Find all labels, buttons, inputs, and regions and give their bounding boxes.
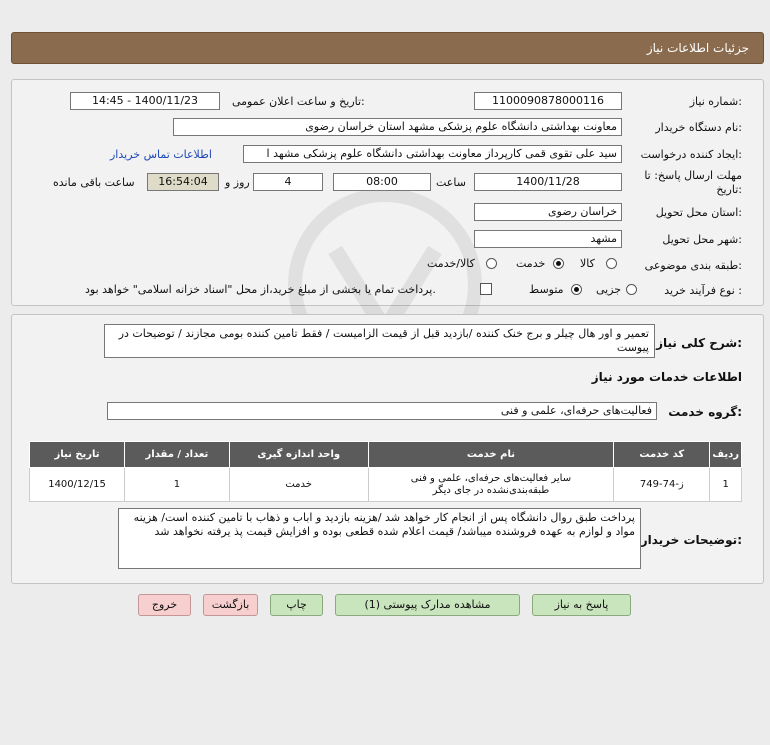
category-radio-goods[interactable] bbox=[606, 258, 617, 269]
category-label: طبقه بندی موضوعی: bbox=[644, 259, 742, 272]
col-header-service-name: نام خدمت bbox=[368, 442, 614, 468]
buyer-contact-link[interactable]: اطلاعات تماس خریدار bbox=[110, 148, 212, 161]
need-number-field: 1100090878000116 bbox=[474, 92, 622, 110]
service-group-label: گروه خدمت: bbox=[668, 405, 742, 419]
print-button[interactable]: چاپ bbox=[270, 594, 323, 616]
view-documents-button[interactable]: مشاهده مدارک پیوستی (1) bbox=[335, 594, 520, 616]
process-option-medium: متوسط bbox=[529, 283, 564, 296]
service-group-field: فعالیت‌های حرفه‌ای، علمی و فنی bbox=[107, 402, 657, 420]
category-option-goods: کالا bbox=[580, 257, 595, 270]
summary-field: تعمیر و اور هال چیلر و برج خنک کننده /بازدید قبل از قیمت الزامیست / فقط تامین کننده بومی مجازند / توضیحات در پیوست bbox=[104, 324, 655, 358]
days-field: 4 bbox=[253, 173, 323, 191]
province-field: خراسان رضوی bbox=[474, 203, 622, 221]
deadline-label: مهلت ارسال پاسخ: تا bbox=[644, 169, 742, 182]
cell-unit: خدمت bbox=[229, 468, 368, 502]
category-option-service: خدمت bbox=[516, 257, 546, 270]
buyer-org-label: نام دستگاه خریدار: bbox=[655, 121, 742, 134]
need-number-label: شماره نیاز: bbox=[689, 95, 742, 108]
city-field: مشهد bbox=[474, 230, 622, 248]
process-radio-minor[interactable] bbox=[626, 284, 637, 295]
remaining-time-field: 16:54:04 bbox=[147, 173, 219, 191]
process-option-minor: جزیی bbox=[596, 283, 622, 296]
table-row bbox=[30, 468, 742, 502]
process-label: نوع فرآیند خرید : bbox=[664, 284, 742, 297]
cell-row-number: 1 bbox=[710, 468, 742, 502]
cell-service-name: سایر فعالیت‌های حرفه‌ای، علمی و فنی طبقه‌بندی‌نشده در جای دیگر bbox=[368, 468, 614, 502]
col-header-row-number: ردیف bbox=[710, 442, 742, 468]
buyer-org-field: معاونت بهداشتی دانشگاه علوم پزشکی مشهد استان خراسان رضوی bbox=[173, 118, 622, 136]
services-heading: اطلاعات خدمات مورد نیاز bbox=[591, 370, 742, 384]
cell-need-date: 1400/12/15 bbox=[30, 468, 125, 502]
cell-service-code: ز-74-749 bbox=[614, 468, 710, 502]
deadline-date-field: 1400/11/28 bbox=[474, 173, 622, 191]
treasury-payment-checkbox[interactable] bbox=[480, 283, 492, 295]
category-radio-service[interactable] bbox=[553, 258, 564, 269]
col-header-service-code: کد خدمت bbox=[614, 442, 710, 468]
services-table bbox=[29, 441, 742, 502]
buyer-notes-label: توضیحات خریدار: bbox=[640, 533, 742, 547]
city-label: شهر محل تحویل: bbox=[662, 233, 742, 246]
announce-field: 1400/11/23 - 14:45 bbox=[70, 92, 220, 110]
exit-button[interactable]: خروج bbox=[138, 594, 191, 616]
col-header-unit: واحد اندازه گیری bbox=[229, 442, 368, 468]
category-radio-goods-service[interactable] bbox=[486, 258, 497, 269]
deadline-time-field: 08:00 bbox=[333, 173, 431, 191]
days-label: روز و bbox=[225, 176, 250, 189]
treasury-payment-note: پرداخت تمام یا بخشی از مبلغ خرید،از محل "اسناد خزانه اسلامی" خواهد بود. bbox=[85, 283, 436, 296]
buyer-notes-field: پرداخت طبق روال دانشگاه پس از انجام کار خواهد شد /هزینه بازدید و اباب و ذهاب با تامین کننده است/ هزینه مواد و لوازم به عهده فروشنده میباشد/ قیمت اعلام شده قطعی بوده و افزایش قیمت پذ یرفته نخواهد شد bbox=[118, 508, 641, 569]
process-radio-medium[interactable] bbox=[571, 284, 582, 295]
creator-field: سید علی تقوی قمی کارپرداز معاونت بهداشتی دانشگاه علوم پزشکی مشهد ا bbox=[243, 145, 622, 163]
respond-button[interactable]: پاسخ به نیاز bbox=[532, 594, 631, 616]
creator-label: ایجاد کننده درخواست: bbox=[640, 148, 742, 161]
announce-label: تاریخ و ساعت اعلان عمومی: bbox=[232, 95, 365, 108]
province-label: استان محل تحویل: bbox=[655, 206, 742, 219]
page-titlebar bbox=[11, 32, 764, 64]
summary-label: شرح کلی نیاز: bbox=[656, 336, 742, 350]
table-header-row bbox=[30, 442, 742, 468]
deadline-date-label: تاریخ: bbox=[716, 183, 742, 196]
deadline-time-label: ساعت bbox=[436, 176, 466, 189]
cell-quantity: 1 bbox=[125, 468, 230, 502]
back-button[interactable]: بازگشت bbox=[203, 594, 258, 616]
page-title: جزئیات اطلاعات نیاز bbox=[646, 41, 749, 55]
category-option-goods-service: کالا/خدمت bbox=[427, 257, 475, 270]
col-header-need-date: تاریخ نیاز bbox=[30, 442, 125, 468]
remaining-time-label: ساعت باقی مانده bbox=[53, 176, 135, 189]
col-header-quantity: تعداد / مقدار bbox=[125, 442, 230, 468]
